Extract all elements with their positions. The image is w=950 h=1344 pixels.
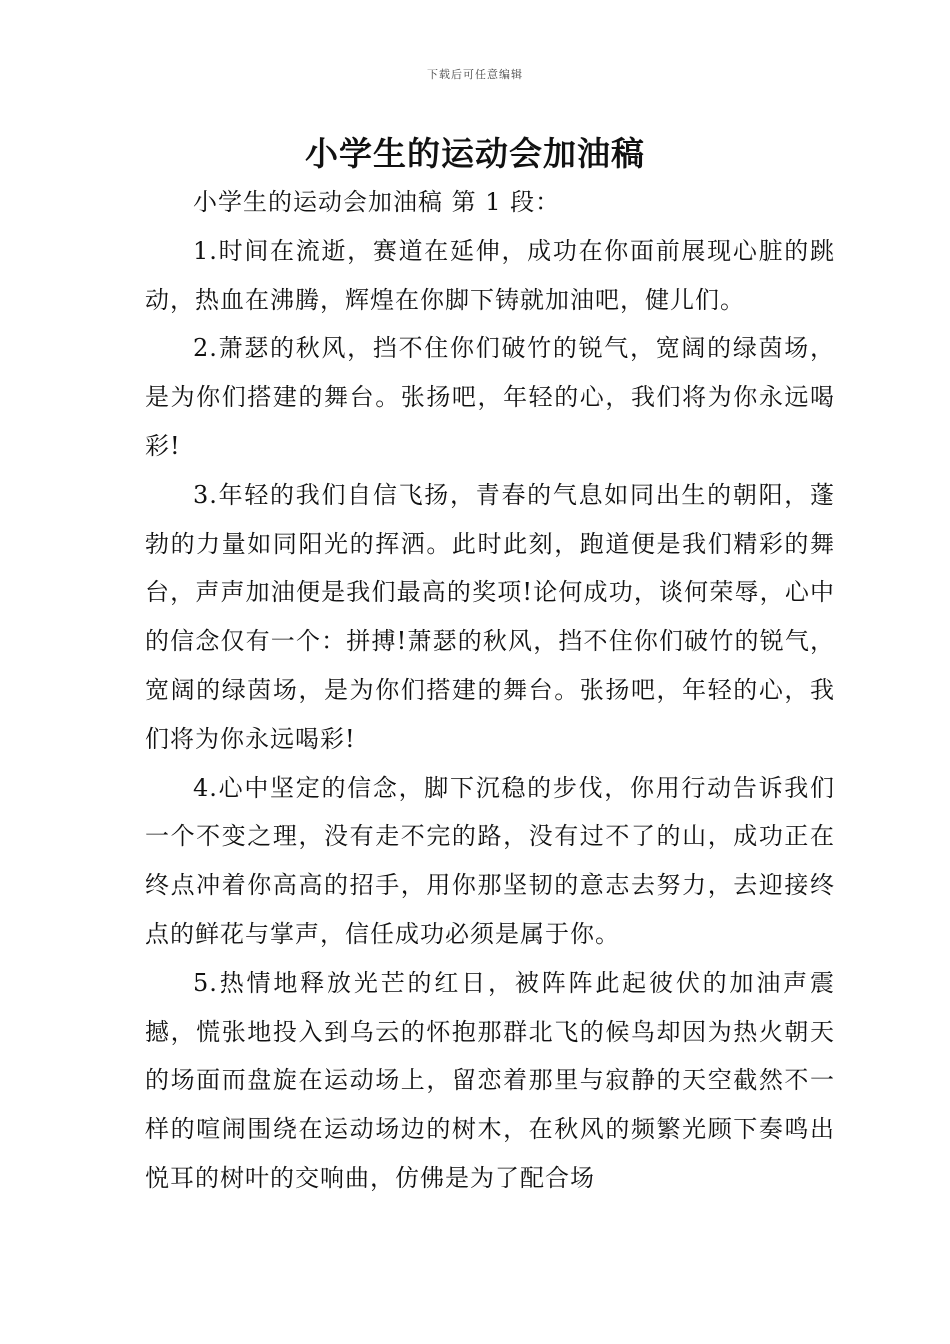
document-body [145, 178, 835, 1203]
page-title: 小学生的运动会加油稿 [305, 134, 645, 173]
header-note: 下载后可任意编辑 [427, 68, 523, 81]
paragraph-2: 2.萧瑟的秋风，挡不住你们破竹的锐气，宽阔的绿茵场，是为你们搭建的舞台。张扬吧，年轻的心，我们将为你永远喝彩! [145, 334, 835, 460]
paragraph-1: 1.时间在流逝，赛道在延伸，成功在你面前展现心脏的跳动，热血在沸腾，辉煌在你脚下铸就加油吧，健儿们。 [145, 236, 835, 314]
paragraph-3: 3.年轻的我们自信飞扬，青春的气息如同出生的朝阳，蓬勃的力量如同阳光的挥洒。此时此刻，跑道便是我们精彩的舞台，声声加油便是我们最高的奖项!论何成功，谈何荣辱，心中的信念仅有一个：拼搏!萧瑟的秋风，挡不住你们破竹的锐气，宽阔的绿茵场，是为你们搭建的舞台。张扬吧，年轻的心，我们将为你永远喝彩! [145, 480, 835, 753]
paragraph-5: 5.热情地释放光芒的红日，被阵阵此起彼伏的加油声震撼，慌张地投入到乌云的怀抱那群北飞的候鸟却因为热火朝天的场面而盘旋在运动场上，留恋着那里与寂静的天空截然不一样的喧闹围绕在运动场边的树木，在秋风的频繁光顾下奏鸣出悦耳的树叶的交响曲，仿佛是为了配合场 [145, 968, 835, 1192]
section-label: 小学生的运动会加油稿 第 1 段： [193, 188, 561, 216]
paragraph-4: 4.心中坚定的信念，脚下沉稳的步伐，你用行动告诉我们一个不变之理，没有走不完的路，没有过不了的山，成功正在终点冲着你高高的招手，用你那坚韧的意志去努力，去迎接终点的鲜花与掌声，信任成功必须是属于你。 [145, 773, 835, 948]
